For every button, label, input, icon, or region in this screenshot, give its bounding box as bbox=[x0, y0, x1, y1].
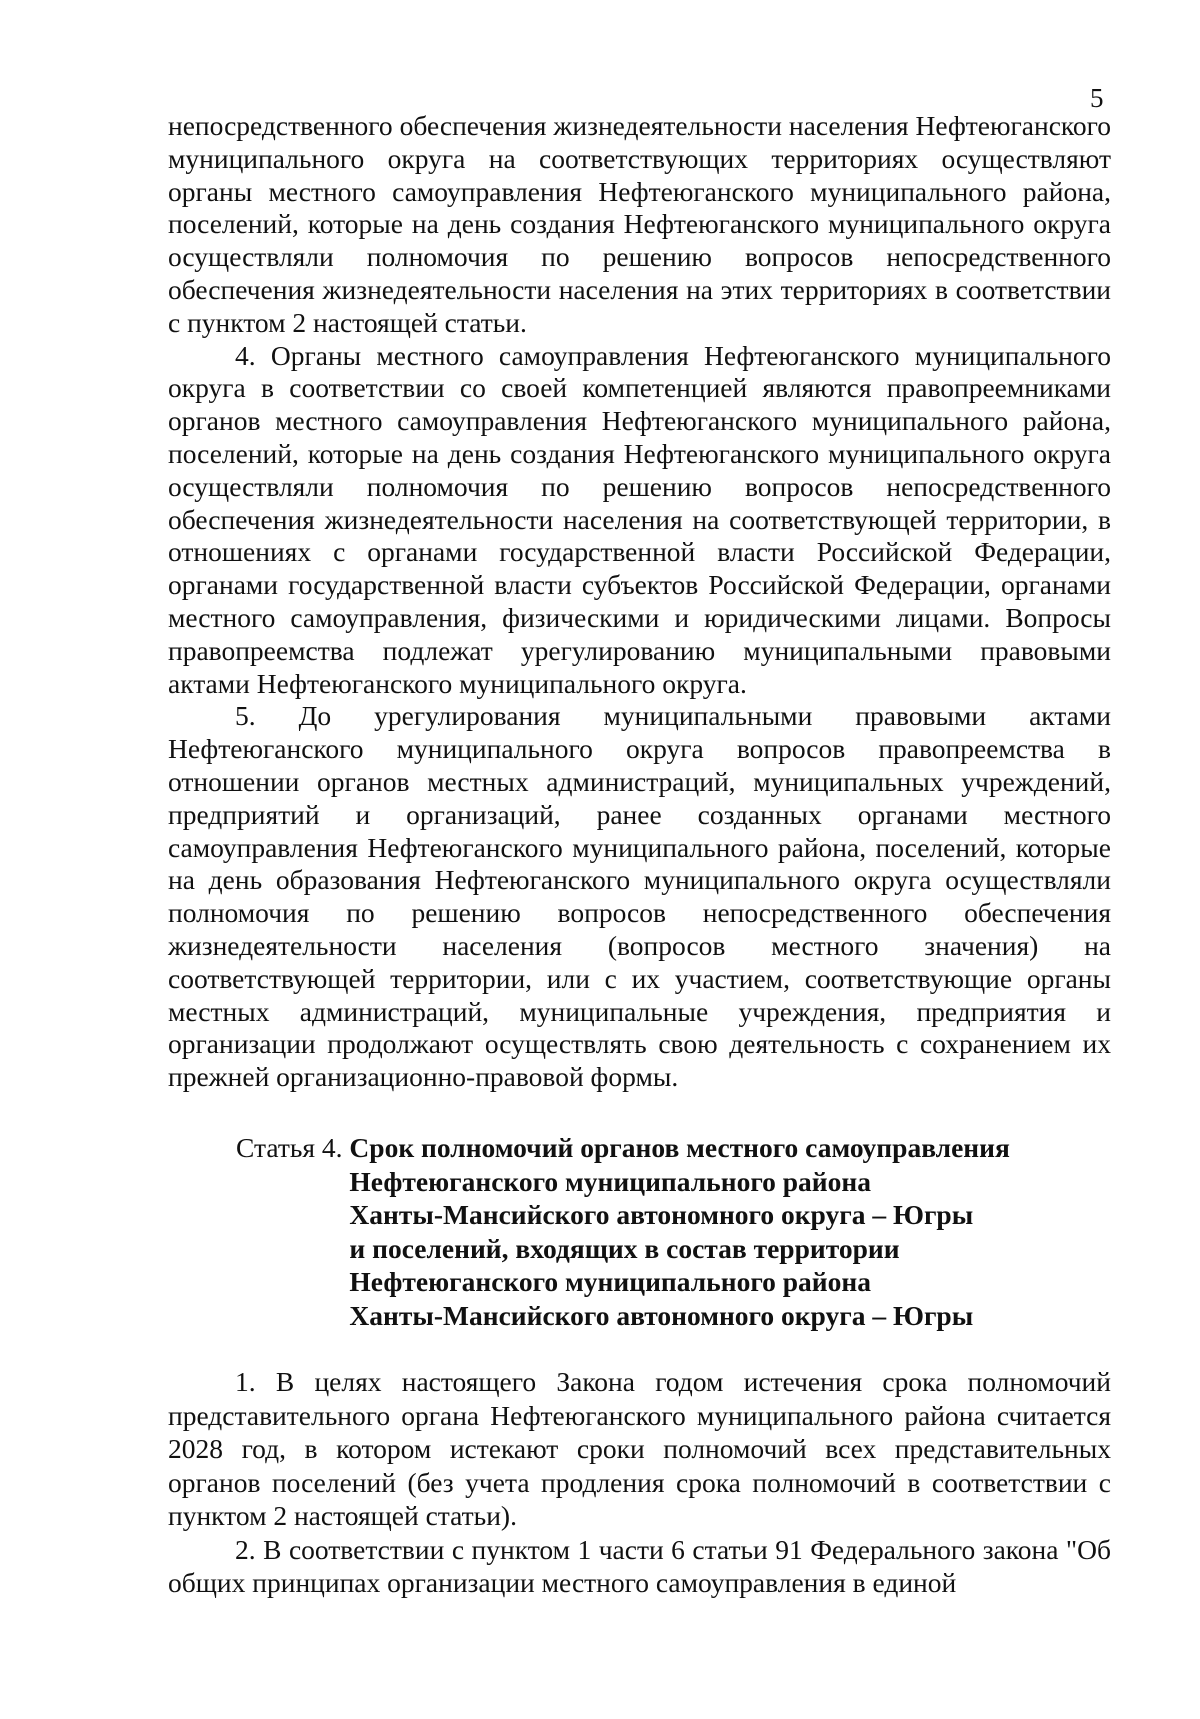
paragraph-item-2: 2. В соответствии с пунктом 1 части 6 статьи 91 Федерального закона "Об общих принципах организации местного самоуправления в единой bbox=[168, 1533, 1111, 1598]
paragraph-continuation: непосредственного обеспечения жизнедеятельности населения Нефтеюганского муниципального округа на соответствующих территориях осуществляют органы местного самоуправления Нефтеюганского муниципального района, поселений, которые на день создания Нефтеюганского муниципального округа осуществляли полномочия по решению вопросов непосредственного обеспечения жизнедеятельности населения на этих территориях в соответствии с пунктом 2 настоящей статьи. bbox=[168, 110, 1111, 338]
article-title bbox=[349, 1131, 1111, 1332]
article-title-line: и поселений, входящих в состав территории bbox=[349, 1232, 900, 1264]
body-text-bottom bbox=[168, 1365, 1111, 1600]
article-label: Статья 4. bbox=[236, 1132, 350, 1163]
article-title-line: Нефтеюганского муниципального района bbox=[349, 1266, 871, 1297]
article-title-line: Ханты-Мансийского автономного округа – Югры bbox=[349, 1199, 974, 1230]
paragraph-item-1: 1. В целях настоящего Закона годом истечения срока полномочий представительного органа Нефтеюганского муниципального района считается 2028 год, в котором истекают сроки полномочий всех представительных органов поселений (без учета продления срока полномочий в соответствии с пунктом 2 настоящей статьи). bbox=[168, 1366, 1111, 1531]
paragraph-item-4: 4. Органы местного самоуправления Нефтеюганского муниципального округа в соответствии со своей компетенцией являются правопреемниками органов местного самоуправления Нефтеюганского муниципального района, поселений, которые на день создания Нефтеюганского муниципального округа осуществляли полномочия по решению вопросов непосредственного обеспечения жизнедеятельности населения на соответствующей территории, в отношениях с органами государственной власти Российской Федерации, органами государственной власти субъектов Российской Федерации, органами местного самоуправления, физическими и юридическими лицами. Вопросы правопреемства подлежат урегулированию муниципальными правовыми актами Нефтеюганского муниципального округа. bbox=[168, 339, 1111, 699]
page-number: 5 bbox=[1090, 83, 1104, 113]
paragraph-item-5: 5. До урегулирования муниципальными правовыми актами Нефтеюганского муниципального округа вопросов правопреемства в отношении органов местных администраций, муниципальных учреждений, предприятий и организаций, ранее созданных органами местного самоуправления Нефтеюганского муниципального района, поселений, которые на день образования Нефтеюганского муниципального округа осуществляли полномочия по решению вопросов непосредственного обеспечения жизнедеятельности населения (вопросов местного значения) на соответствующей территории, или с их участием, соответствующие органы местных администраций, муниципальные учреждения, предприятия и организации продолжают осуществлять свою деятельность с сохранением их прежней организационно-правовой формы. bbox=[168, 700, 1111, 1093]
body-text-top bbox=[168, 110, 1111, 1094]
article-title-line: Срок полномочий органов местного самоуправления bbox=[349, 1132, 1010, 1163]
article-heading bbox=[236, 1131, 1111, 1332]
article-title-line: Ханты-Мансийского автономного округа – Югры bbox=[349, 1299, 974, 1331]
article-title-line: Нефтеюганского муниципального района bbox=[349, 1165, 871, 1197]
